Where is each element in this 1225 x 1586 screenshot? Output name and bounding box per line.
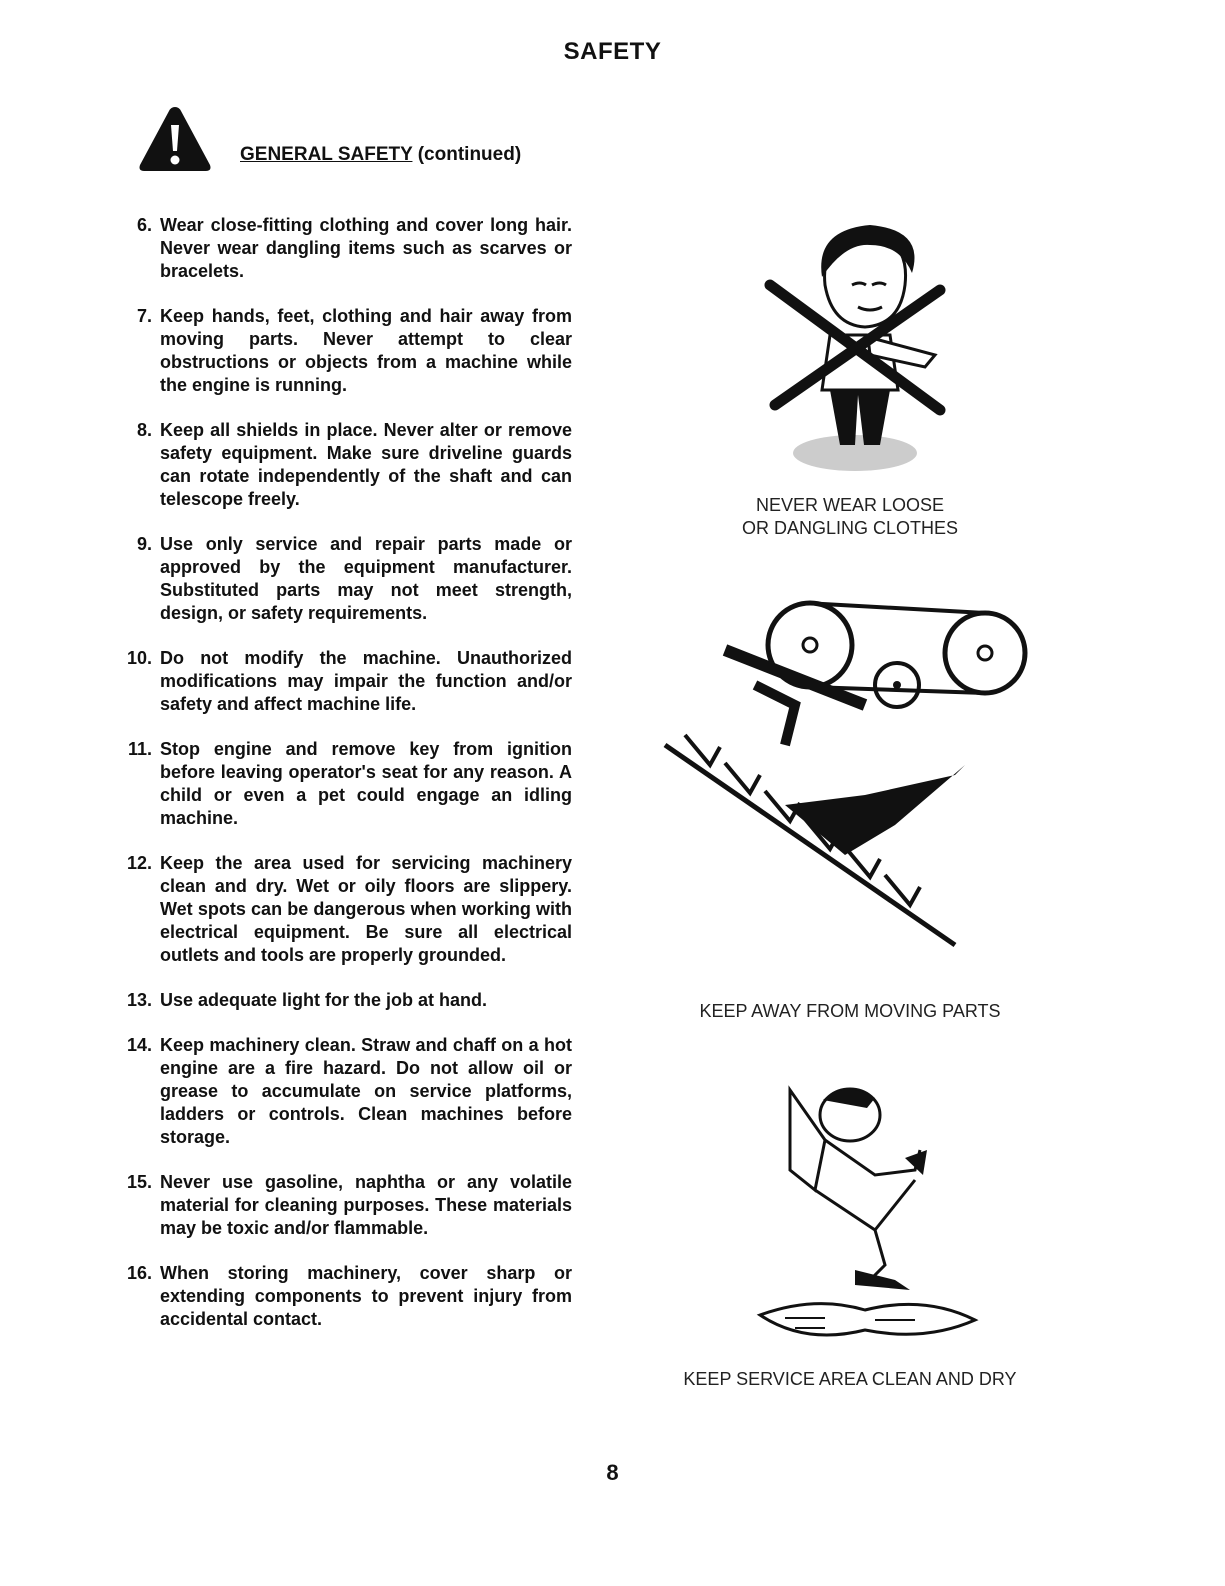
item-number: 15. (126, 1172, 152, 1192)
list-item (120, 852, 572, 967)
item-number: 6. (136, 215, 152, 235)
item-number: 16. (126, 1263, 152, 1283)
caption-loose-clothes (700, 494, 1000, 540)
item-text: When storing machinery, cover sharp or extending components to prevent injury from accidental contact. (160, 1263, 572, 1329)
list-item (120, 738, 572, 830)
list-item (120, 989, 572, 1012)
item-number: 14. (126, 1035, 152, 1055)
item-text: Never use gasoline, naphtha or any volatile material for cleaning purposes. These materials may be toxic and/or flammable. (160, 1172, 572, 1238)
person-slipping-icon (755, 1080, 980, 1345)
item-text: Keep the area used for servicing machinery clean and dry. Wet or oily floors are slippery. Wet spots can be dangerous when working with electrical equipment. Be sure all electrical outlets and tools are properly grounded. (160, 853, 572, 965)
list-item (120, 305, 572, 397)
caption-line: OR DANGLING CLOTHES (741, 518, 959, 538)
list-item (120, 647, 572, 716)
list-item (120, 1262, 572, 1331)
caption-line: KEEP AWAY FROM MOVING PARTS (699, 1001, 1001, 1021)
list-item (120, 1034, 572, 1149)
item-text: Wear close-fitting clothing and cover long hair. Never wear dangling items such as scarves or bracelets. (160, 215, 572, 281)
item-number: 13. (126, 990, 152, 1010)
caption-moving-parts (665, 1000, 1035, 1023)
section-heading-title: GENERAL SAFETY (240, 144, 413, 165)
item-number: 7. (136, 306, 152, 326)
item-text: Keep hands, feet, clothing and hair away from moving parts. Never attempt to clear obstructions or objects from a machine while the engine is running. (160, 306, 572, 395)
warning-triangle-icon (137, 103, 213, 175)
list-item (120, 214, 572, 283)
caption-line: KEEP SERVICE AREA CLEAN AND DRY (683, 1369, 1017, 1389)
section-heading-suffix: (continued) (412, 144, 522, 165)
list-item (120, 1171, 572, 1240)
item-number: 12. (126, 853, 152, 873)
item-text: Keep machinery clean. Straw and chaff on a hot engine are a fire hazard. Do not allow oil or grease to accumulate on service platforms, ladders or controls. Clean machines before storage. (160, 1035, 572, 1147)
item-text: Use only service and repair parts made or approved by the equipment manufacturer. Substituted parts may not meet strength, design, or safety requirements. (160, 534, 572, 623)
page-title: SAFETY (563, 38, 662, 65)
safety-list (120, 214, 572, 1331)
crossed-out-person-icon (760, 215, 950, 480)
item-number: 8. (136, 420, 152, 440)
item-text: Use adequate light for the job at hand. (160, 990, 488, 1010)
item-number: 9. (136, 534, 152, 554)
item-text: Keep all shields in place. Never alter or remove safety equipment. Make sure driveline guards can rotate independently of the shaft and can telescope freely. (160, 420, 572, 509)
item-number: 10. (126, 648, 152, 668)
list-item (120, 419, 572, 511)
caption-clean-dry (645, 1368, 1055, 1391)
page-number: 8 (606, 1460, 619, 1485)
item-text: Stop engine and remove key from ignition before leaving operator's seat for any reason. A child or even a pet could engage an idling machine. (160, 739, 572, 828)
list-item (120, 533, 572, 625)
item-number: 11. (127, 739, 152, 759)
hand-near-belt-and-cutter-icon (655, 595, 1040, 985)
caption-line: NEVER WEAR LOOSE (755, 495, 945, 515)
section-heading (240, 144, 521, 166)
item-text: Do not modify the machine. Unauthorized modifications may impair the function and/or safety and affect machine life. (160, 648, 572, 714)
